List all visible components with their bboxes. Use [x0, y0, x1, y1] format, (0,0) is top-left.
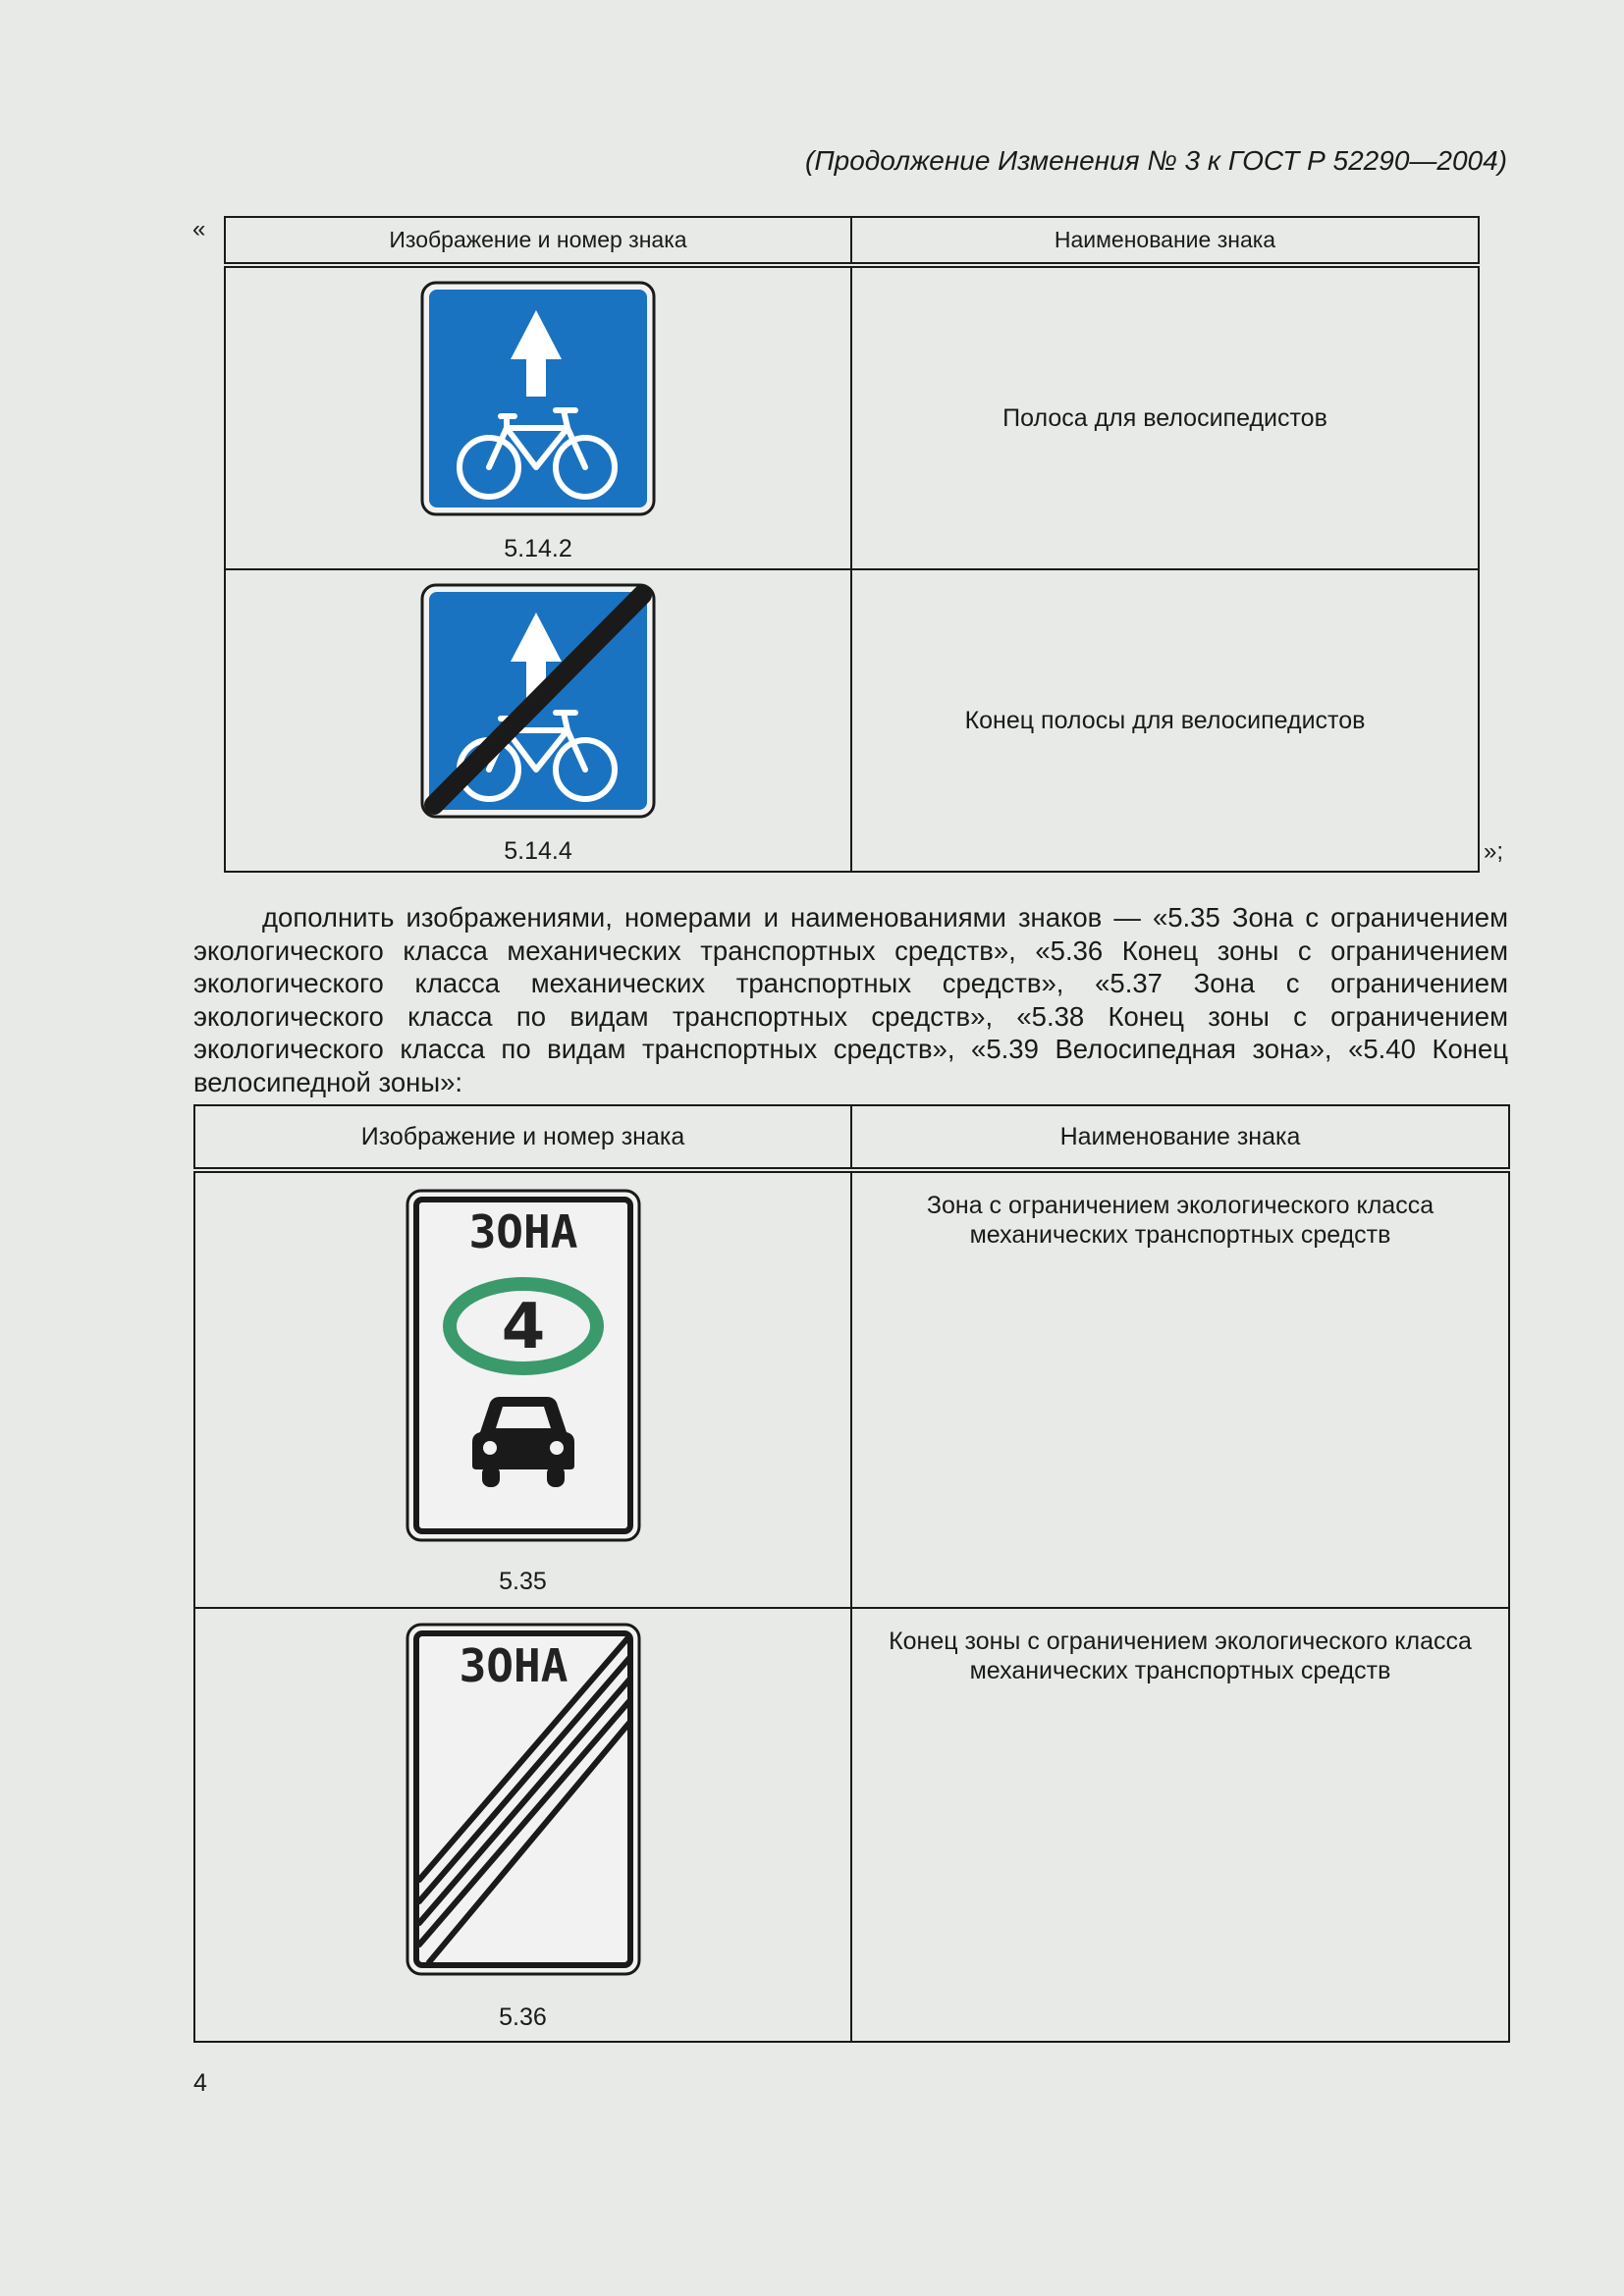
sign-number: 5.36	[499, 2003, 547, 2031]
sign-name: Полоса для велосипедистов	[851, 265, 1479, 569]
quote-open: «	[192, 216, 206, 242]
eco-class-number: 4	[501, 1291, 545, 1363]
sign-number: 5.14.4	[504, 837, 572, 865]
sign-image-cell	[194, 1170, 851, 1608]
column-header-name: Наименование знака	[851, 217, 1479, 265]
table-row	[225, 569, 1479, 872]
sign-zone-word: ЗОНА	[468, 1205, 577, 1258]
bicycle-lane-sign-icon	[420, 281, 656, 516]
table-row	[225, 265, 1479, 569]
sign-image-cell	[194, 1608, 851, 2042]
sign-image-cell	[225, 265, 851, 569]
sign-number: 5.35	[499, 1568, 547, 1595]
column-header-image: Изображение и номер знака	[225, 217, 851, 265]
column-header-image: Изображение и номер знака	[194, 1105, 851, 1170]
signs-table-1	[224, 216, 1480, 873]
sign-name: Конец полосы для велосипедистов	[851, 569, 1479, 872]
sign-image-cell	[225, 569, 851, 872]
sign-name: Зона с ограничением экологического класса механических транспортных средств	[851, 1170, 1509, 1608]
quote-close: »;	[1484, 838, 1504, 865]
document-header: (Продолжение Изменения № 3 к ГОСТ Р 52290—2004)	[805, 145, 1507, 176]
eco-zone-sign-icon	[406, 1189, 641, 1542]
table-row	[194, 1170, 1509, 1608]
sign-zone-word: ЗОНА	[459, 1639, 568, 1692]
end-eco-zone-sign-icon	[406, 1623, 641, 1976]
column-header-name: Наименование знака	[851, 1105, 1509, 1170]
sign-name: Конец зоны с ограничением экологического класса механических транспортных средств	[851, 1608, 1509, 2042]
page-number: 4	[193, 2069, 207, 2097]
sign-number: 5.14.2	[504, 535, 572, 562]
table-row	[194, 1608, 1509, 2042]
body-paragraph: дополнить изображениями, номерами и наименованиями знаков — «5.35 Зона с ограничением экологического класса механических транспортных средств», «5.36 Конец зоны с ограничением экологического класса механических транспортных средств», «5.37 Зона с ограничением экологического класса по видам транспортных средств», «5.38 Конец зоны с ограничением экологического класса по видам транспортных средств», «5.39 Велосипедная зона», «5.40 Конец велосипедной зоны»:	[193, 902, 1508, 1097]
end-bicycle-lane-sign-icon	[420, 583, 656, 819]
signs-table-2	[193, 1104, 1510, 2043]
